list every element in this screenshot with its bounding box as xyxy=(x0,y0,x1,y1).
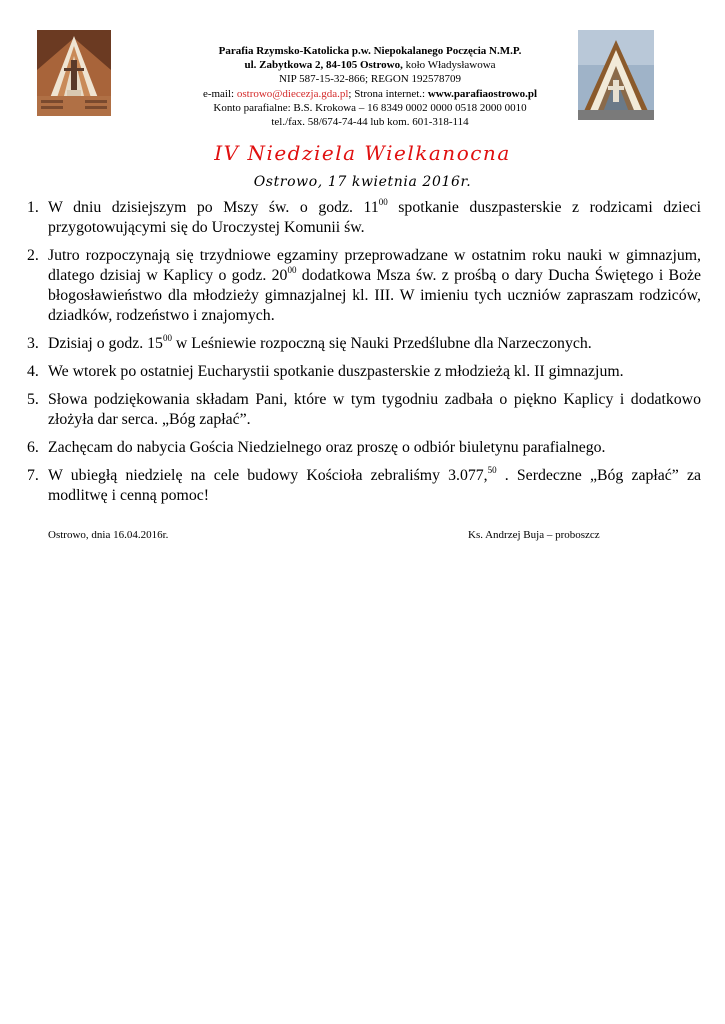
list-item: 7. W ubiegłą niedzielę na cele budowy Kościoła zebraliśmy 3.077,50 . Serdeczne „Bóg zapłać” za modlitwę i cenną pomoc! xyxy=(27,464,702,504)
parish-header xyxy=(130,44,610,129)
parish-name: Parafia Rzymsko-Katolicka p.w. Niepokalanego Poczęcia N.M.P. xyxy=(218,45,522,57)
parish-bank-account: Konto parafialne: B.S. Krokowa – 16 8349 0002 0000 0518 2000 0010 xyxy=(213,101,527,114)
list-item: 2. Jutro rozpoczynają się trzydniowe egzaminy przeprowadzane w ostatnim roku nauki w gimnazjum, dlatego dzisiaj w Kaplicy o godz. $20^{00}$ dodatkowa Msza św. z prośbą o dary Ducha Świętego i Boże błogosławieństwo dla młodzieży gimnazjalnej kl. III. W imieniu tych uczniów zapraszam rodziców, dziadków, rodzeństwo i znajomych. xyxy=(27,247,701,324)
parish-address: ul. Zabytkowa 2, 84-105 Ostrowo, koło Władysławowa xyxy=(244,59,496,72)
parish-contact: e-mail: ostrowo@diecezja.gda.pl; Strona internet.: www.parafiaostrowo.pl xyxy=(202,87,538,100)
church-interior-photo xyxy=(37,30,111,116)
parish-nip-regon: NIP 587-15-32-866; REGON 192578709 xyxy=(279,73,461,86)
announcements-list xyxy=(27,198,701,514)
page-title: IV Niedziela Wielkanocna xyxy=(214,141,511,165)
list-item: 1. W dniu dzisiejszym po Mszy św. o godz. $11^{00}$ spotkanie duszpasterskie z rodzicami dzieci przygotowującymi się do Uroczystej Komunii św. xyxy=(27,196,701,236)
page-subtitle: Ostrowo, 17 kwietnia 2016r. xyxy=(253,174,472,190)
list-item: 6. Zachęcam do nabycia Gościa Niedzielnego oraz proszę o odbiór biuletynu parafialnego. xyxy=(27,439,606,456)
list-item: 4. We wtorek po ostatniej Eucharystii spotkanie duszpasterskie z młodzieżą kl. II gimnazjum. xyxy=(27,363,624,380)
list-item: 3. Dzisiaj o godz. $15^{00}$ w Leśniewie rozpoczną się Nauki Przedślubne dla Narzeczonych. xyxy=(27,332,592,352)
footer-place-date: Ostrowo, dnia 16.04.2016r. xyxy=(48,529,169,541)
email-link[interactable]: ostrowo@diecezja.gda.pl xyxy=(236,87,349,100)
parish-phone: tel./fax. 58/674-74-44 lub kom. 601-318-114 xyxy=(271,116,469,129)
list-item: 5. Słowa podziękowania składam Pani, które w tym tygodniu zadbała o piękno Kaplicy i dodatkowo złożyła dar serca. „Bóg zapłać”. xyxy=(27,391,701,428)
website-link[interactable]: www.parafiaostrowo.pl xyxy=(427,87,538,100)
footer-signature: Ks. Andrzej Buja – proboszcz xyxy=(468,529,600,541)
